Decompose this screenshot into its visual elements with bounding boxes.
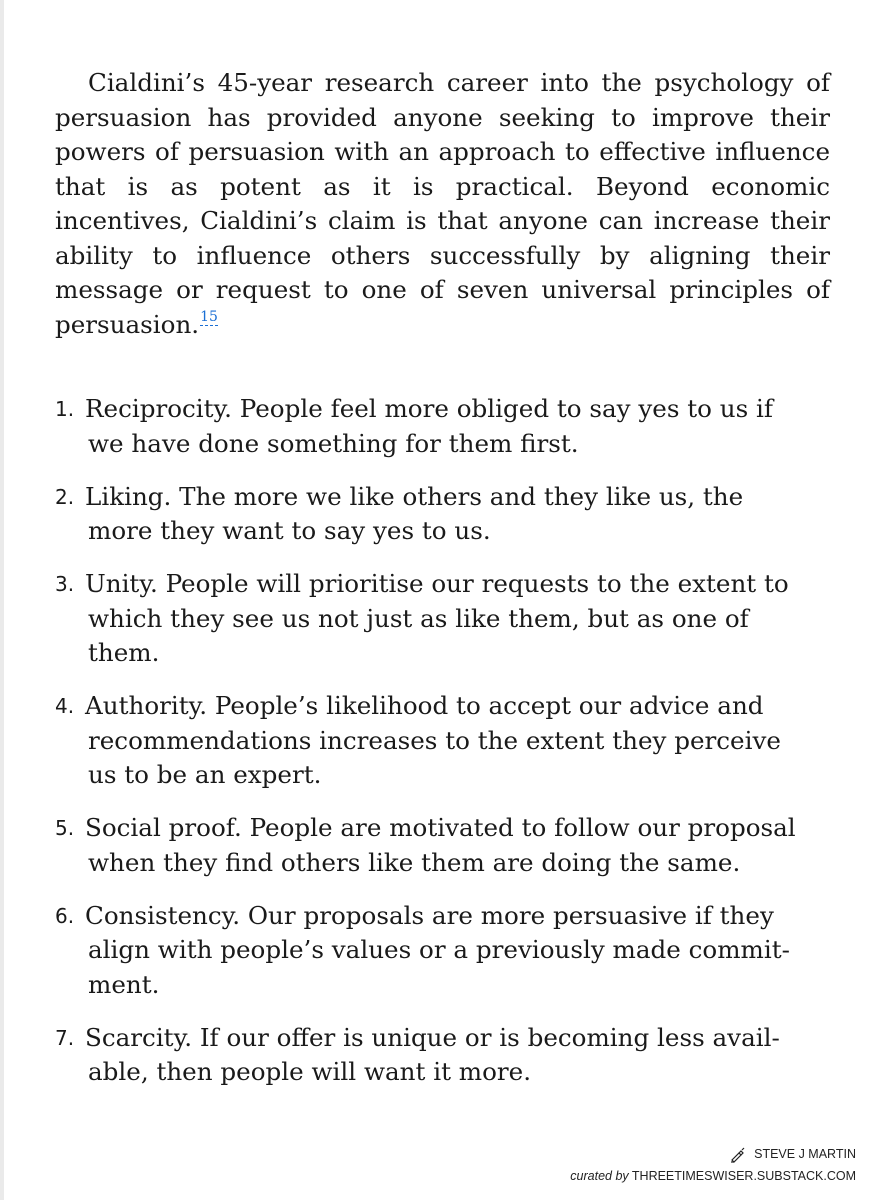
principle-number: 4. — [55, 694, 75, 718]
book-page — [55, 66, 830, 1108]
principle-item — [55, 567, 815, 671]
intro-text: Cialdini’s 45-year research career into the psychology of persuasion has provided anyone seeking to improve their powers of persuasion with an approach to effective influence that is as potent as it is practical. Beyond economic incentives, Cialdini’s claim is that anyone can increase their ability to influence others successfully by aligning their message or request to one of seven universal principles of persuasion. — [55, 68, 830, 339]
page-edge — [0, 0, 4, 1200]
principle-item — [55, 392, 815, 461]
principle-text: Consistency. Our proposals are more persuasive if they align with people’s values or a previously made commitment. — [85, 900, 790, 999]
principle-text: Unity. People will prioritise our requests to the extent to which they see us not just as like them, but as one of them. — [85, 569, 789, 667]
principle-item — [55, 811, 815, 880]
intro-paragraph — [55, 66, 830, 342]
curated-source: THREETIMESWISER.SUBSTACK.COM — [631, 1168, 856, 1183]
principle-text: Authority. People’s likelihood to accept our advice and recommendations increases to the extent they perceive us to be an expert. — [85, 691, 781, 789]
principle-number: 2. — [55, 484, 75, 509]
pen-icon — [730, 1147, 746, 1163]
principle-item — [55, 480, 815, 549]
credits — [570, 1146, 856, 1185]
footnote-link[interactable]: 15 — [200, 308, 218, 325]
principle-text: Social proof. People are motivated to follow our proposal when they find others like them are doing the same. — [85, 813, 796, 877]
author-name: STEVE J MARTIN — [754, 1147, 856, 1161]
principle-text: Scarcity. If our offer is unique or is becoming less available, then people will want it more. — [85, 1022, 780, 1086]
principle-item — [55, 899, 815, 1003]
principles-list — [55, 392, 815, 1090]
principle-number: 6. — [55, 903, 75, 928]
curated-prefix: curated by — [570, 1168, 629, 1183]
curation-credit — [570, 1168, 856, 1185]
principle-number: 3. — [55, 572, 75, 596]
principle-item — [55, 689, 815, 793]
principle-number: 7. — [55, 1025, 75, 1050]
principle-text: Reciprocity. People feel more obliged to say yes to us if we have done something for them first. — [85, 394, 774, 458]
principle-number: 1. — [55, 397, 75, 421]
principle-number: 5. — [55, 816, 75, 840]
principle-item — [55, 1021, 815, 1090]
principle-text: Liking. The more we like others and they like us, the more they want to say yes to us. — [85, 481, 744, 545]
author-credit — [730, 1146, 856, 1163]
